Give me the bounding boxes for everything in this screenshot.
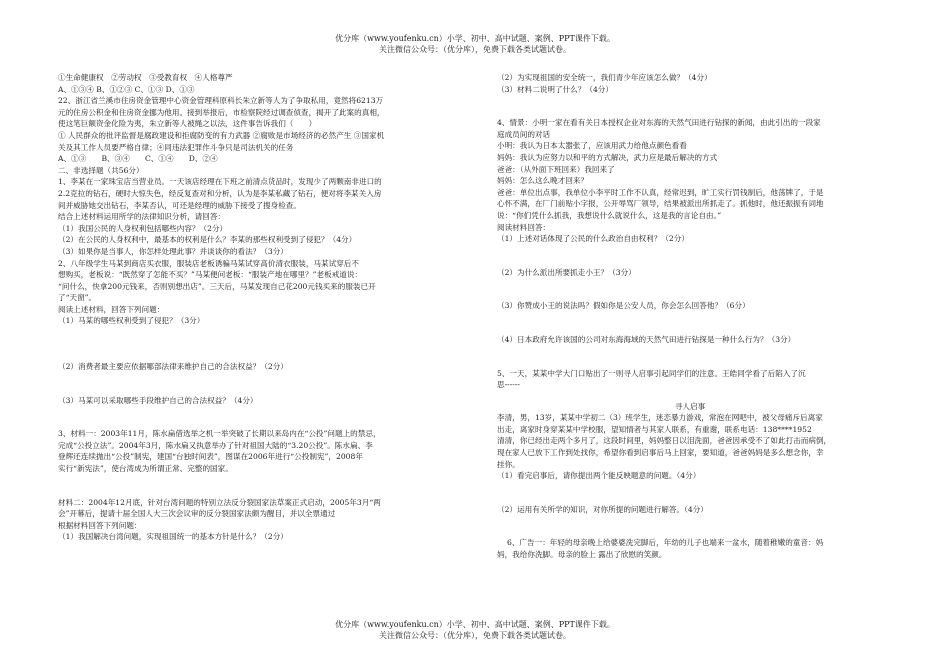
q2-text: “问什么，快拿200元钱来，否则别想出店”。三天后，马某发现自己花200元钱买来的服装已开 — [58, 281, 376, 291]
left-column — [58, 72, 424, 543]
q3-text: 实行“新宪法”，使台湾成为所谓正常、完整的国家。 — [58, 464, 233, 474]
q5-text: 思------ — [497, 380, 520, 390]
q1-text: 2.2克拉的钻石，硬时大惊失色，经反复查对和分析，认为是李某私藏了钻石，便对将李某关入房 — [58, 188, 382, 198]
q4-text: 爸爸：（从外面下班回来）我回来了 — [497, 164, 615, 174]
notice-text: 李清，男，13岁，某某中学初二（3）班学生，迷恋暴力游戏，常泡在网吧中，被父母痛斥后离家 — [497, 413, 823, 423]
q4-subquestion: （4）日本政府允许该国的公司对东海海域的天然气田进行钻探是一种什么行为？（3分） — [497, 334, 796, 344]
q1-text: 间并威胁她交出钻石，李某否认，可还是经理的威胁下接受了搜身检查。 — [58, 200, 301, 210]
right-column — [497, 72, 883, 561]
notice-title: 寻人启事 — [674, 401, 706, 411]
q4-text: 妈妈：我认为应努力以和平的方式解决，武力应是最后解决的方式 — [497, 152, 718, 162]
q22-text: 使这笔巨额资金化险为夷，朱立新等人被绳之以法，这件事告诉我们（ ） — [58, 119, 317, 129]
q22-choices: A、①③ B、③④ C、①④ D、②④ — [58, 154, 218, 164]
material2-text: 材料二：2004年12月底，针对台湾问题的特别立法反分裂国家法草案正式启动，2005年3月“两 — [58, 497, 381, 507]
q1-subquestion: （1）我国公民的人身权利包括哪些内容？（2分） — [58, 223, 228, 233]
header-line-1: 优分库（www.youfenku.cn）小学、初中、高中试题、案例、PPT课件下载。 — [335, 34, 615, 43]
notice-text: 清清，你已经出走两个多月了，这段时间里，妈妈整日以泪洗面，爸爸因承受不了如此打击而病倒， — [497, 436, 832, 446]
q3-text: 登辉还连续抛出“公投”制宪，建国“台独时间表”，图谋在2006年进行“公投制宪”，2008年 — [58, 452, 363, 462]
q22-text: 元的住房公积金和住房资金挪为他用。接到举报后，市检察院经过调查侦查，揭开了此案的真相， — [58, 107, 385, 117]
q4-text: 爸爸：单位出点事，我单位小李平时工作不认真，经常迟到，旷工实行罚钱制后，他荡牌了，于是 — [497, 187, 824, 197]
notice-text: 挂你。 — [497, 459, 520, 469]
q2-text: 2、八年级学生马某到商店买衣服，服装店老板诱骗马某试穿高价清衣服装，马某试穿后不 — [58, 258, 359, 268]
header-line-2: 关注微信公众号：（优分库），免费下载各类试题试卷。 — [379, 45, 571, 54]
q22-text: ① 人民群众的批评监督是腐政建设和拒腐防变的有力武器 ②腐败是市场经济的必然产生 ③国家机 — [58, 130, 385, 140]
q4-text: 心怀不满，在厂门前贴小字报，公开辱骂厂领导，结果被派出所抓走了。抓他时，他还振振有词地 — [497, 199, 824, 209]
q21-choices: A、①③④ B、①②③ C、①③ D、①③ — [58, 84, 195, 94]
q22-text: 22、浙江省兰溪市住房资金管理中心资金管理科原科长朱立新等人为了争取私用，竟然将6213万 — [58, 96, 384, 106]
q1-text: 1、李某在一家珠宝店当营业员。一天该店经理在下班之前清点货品时，发现少了两颗南非进口的 — [58, 177, 382, 187]
q5-subquestion: （1）看完启事后，请你提出两个能反映题意的问题。（4分） — [497, 471, 701, 481]
q4-subquestion: （1）上述对话体现了公民的什么政治自由权利？（2分） — [497, 234, 689, 244]
material2-text: 根据材料回答下列问题： — [58, 520, 142, 530]
q6-text: 6、广告一：年轻的母亲晚上给婆婆洗完脚后，年幼的儿子也端来一盆水，随着稚嫩的童音：妈 — [507, 538, 824, 548]
q4-text: 阅读材料回答： — [497, 222, 551, 232]
q1-subquestion: （2）在公民的人身权利中，最基本的权利是什么？李某的那些权利受到了侵犯？（4分） — [58, 235, 357, 245]
q4-text: 小明：我认为日本太嚣张了，应该用武力给他点颜色看看 — [497, 141, 687, 151]
q2-text: 阅读上述材料，回答下列问题： — [58, 304, 165, 314]
q5-subquestion: （2）运用有关所学的知识，对你所提的问题进行解答。（4分） — [497, 504, 708, 514]
q4-subquestion: （3）你赞成小王的说法吗？假如你是公安人员，你会怎么回答他？（6分） — [497, 301, 750, 311]
q22-text: 关及其工作人员要严格自律；④同违法犯罪作斗争只是司法机关的任务 — [58, 142, 294, 152]
page-footer — [0, 619, 950, 641]
material2-subquestion: （1）我国解决台湾问题，实现祖国统一的基本方针是什么？（2分） — [58, 532, 288, 542]
q3-text: 完成“公投立法”。2004年3月，陈水扁又执意举办了针对祖国大陆的“3.20公投”。陈水扁、李 — [58, 440, 373, 450]
q21-options: ①生命健康权 ②劳动权 ③受教育权 ④人格尊严 — [58, 73, 233, 82]
q2-text: 了“天窗”。 — [58, 293, 97, 303]
page-header — [0, 33, 950, 55]
q5-text: 5、一天，某某中学大门口贴出了一则寻人启事引起同学们的注意。王皓同学看了后陷入了沉 — [497, 368, 806, 378]
q2-text: 想购买，老板说：“既然穿了怎能不买？”马某便问老板：“服装产地在哪里？”老板戒道说： — [58, 270, 363, 280]
q2-subquestion: （2）消费者最主要应依据哪部法律来维护自己的合法权益？（2分） — [58, 362, 288, 372]
notice-text: 出走，离家时身穿某某中学校服，望知情者与其家人联系，有重谢，联系电话：138****1952 — [497, 424, 812, 434]
notice-text: 现在家人已放下工作到处找你，希望你看到启事后马上回家，要知道，爸爸妈妈是多么想念你，幸 — [497, 448, 824, 458]
q2-subquestion: （1）马某的哪些权利受到了侵犯？（3分） — [58, 316, 205, 326]
q4-text: 庭成员间的对话 — [497, 129, 551, 139]
q3-text: 3、材料一：2003年11月，陈水扁借选举之机一举突破了长期以来岛内在“公投”问题上的禁忌， — [58, 429, 381, 439]
q3-subquestion: （3）材料二说明了什么？（4分） — [497, 84, 613, 94]
q4-text: 妈妈：怎么这么晚才回来？ — [497, 176, 589, 186]
footer-line-1: 优分库（www.youfenku.cn）小学、初中、高中试题、案例、PPT课件下载。 — [335, 620, 615, 629]
footer-line-2: 关注微信公众号：（优分库），免费下载各类试题试卷。 — [379, 631, 571, 640]
q2-subquestion: （3）马某可以采取哪些手段维护自己的合法权益？（4分） — [58, 395, 258, 405]
q1-subquestion: （3）如果你是当事人，你怎样处理此事？并谈谈你的看法？（3分） — [58, 246, 288, 256]
q6-text: 妈，我给你洗脚。母亲的脸上 露出了欣慰的笑颜。 — [497, 550, 667, 560]
q4-text: 说：“你们凭什么抓我，我想说什么就说什么，这是我的言论自由。” — [497, 210, 722, 220]
q1-text: 结合上述材料运用所学的法律知识分析，请回答： — [58, 212, 226, 222]
material2-text: 会”开幕后，提请十届全国人大三次会议审的反分裂国家法颇为醒目，并以全票通过 — [58, 509, 336, 519]
q4-subquestion: （2）为什么派出所要抓走小王？（3分） — [497, 267, 636, 277]
q4-text: 4、情景：小明一家在看有关日本授权企业对东海的天然气田进行钻探的新闻，由此引出的一段家 — [497, 118, 821, 128]
q3-subquestion: （2）为实现祖国的安全统一，我们青少年应该怎么做？（4分） — [497, 73, 712, 82]
section-heading: 二、非选择题（共56分） — [58, 165, 144, 175]
